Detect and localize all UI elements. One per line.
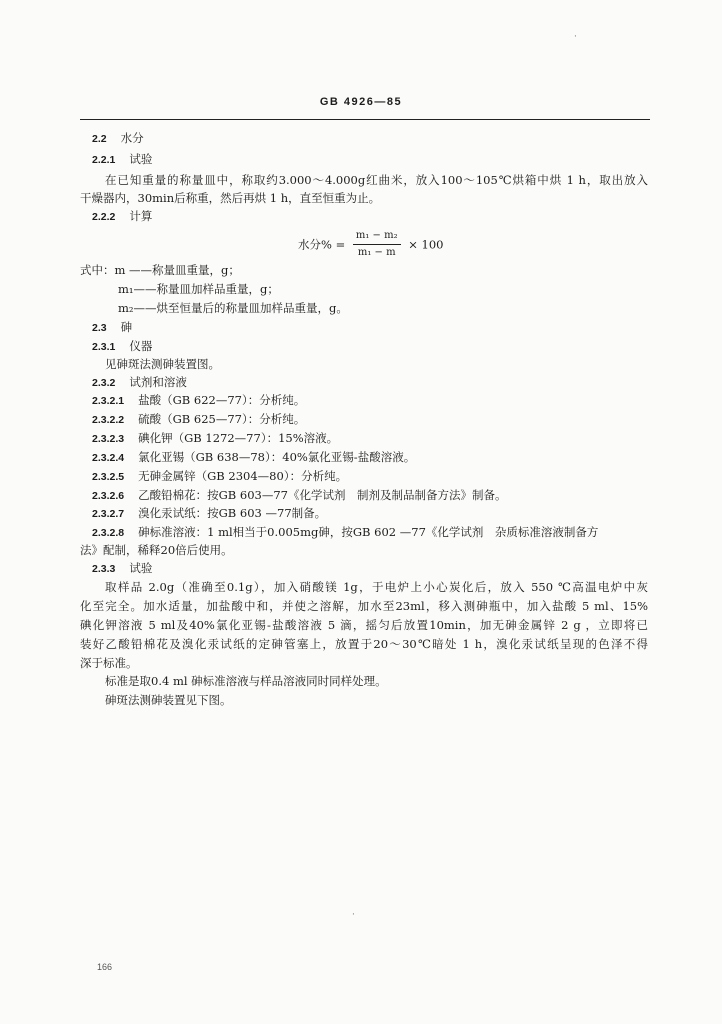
- reagent-number: 2.3.2.1: [92, 395, 125, 407]
- section-2-3-heading: [92, 320, 132, 335]
- paragraph-line: 化至完全。加水适量，加盐酸中和，并使之溶解，加水至23ml，移入测砷瓶中，加入盐酸 5 ml、15%: [80, 599, 648, 613]
- formula-denominator: m₁ − m: [357, 247, 396, 258]
- reagent-number: 2.3.2.5: [92, 471, 125, 483]
- paragraph-line: 砷斑法测砷装置见下图。: [105, 693, 232, 707]
- reagent-text: 溴化汞试纸：按GB 603 —77制备。: [138, 506, 327, 520]
- section-title: 仪器: [129, 339, 153, 353]
- paragraph-line: 装好乙酸铅棉花及溴化汞试纸的定砷管塞上，放置于20～30℃暗处 1 h，溴化汞试纸呈现的色泽不得: [80, 637, 648, 651]
- section-number: 2.2.1: [92, 154, 116, 166]
- reagent-number: 2.3.2.2: [92, 414, 125, 426]
- reagent-item: [92, 506, 326, 521]
- reagent-item: [92, 525, 598, 540]
- standard-number-header: GB 4926—85: [319, 96, 403, 108]
- section-title: 计算: [129, 209, 153, 223]
- section-title: 砷: [120, 320, 133, 334]
- reagent-text: 硫酸（GB 625—77）：分析纯。: [138, 412, 306, 426]
- section-2-2-heading: [92, 131, 144, 146]
- reagent-item: [92, 393, 305, 408]
- reagent-text: 盐酸（GB 622—77）：分析纯。: [138, 393, 306, 407]
- reagent-item: [92, 412, 305, 427]
- paragraph-line: 标准是取0.4 ml 砷标准溶液与样品溶液同时同样处理。: [105, 674, 387, 688]
- paragraph-line: 干燥器内，30min后称重，然后再烘 1 h，直至恒重为止。: [80, 191, 381, 205]
- section-2-3-1-heading: [92, 339, 152, 354]
- reagent-item: [92, 488, 507, 503]
- reagent-text: 乙酸铅棉花：按GB 603—77《化学试剂 制剂及制品制备方法》制备。: [138, 488, 507, 502]
- reagent-number: 2.3.2.4: [92, 452, 125, 464]
- reagent-item: [92, 450, 415, 465]
- reagent-number: 2.3.2.8: [92, 527, 125, 539]
- scan-speck: ·: [352, 910, 355, 920]
- section-2-3-2-heading: [92, 375, 187, 390]
- paragraph-line: 法》配制，稀释20倍后使用。: [80, 543, 233, 557]
- where-line-m2: m₂——烘至恒量后的称量皿加样品重量，g。: [118, 301, 348, 315]
- reagent-text: 砷标准溶液：1 ml相当于0.005mg砷，按GB 602 —77《化学试剂 杂质标准溶液制备方: [138, 525, 599, 539]
- section-number: 2.2.2: [92, 211, 116, 223]
- scan-speck: ·: [574, 32, 577, 42]
- reagent-number: 2.3.2.6: [92, 490, 125, 502]
- section-title: 试验: [129, 152, 153, 166]
- section-number: 2.3.3: [92, 563, 116, 575]
- paragraph-line: 在已知重量的称量皿中，称取约3.000～4.000g红曲米，放入100～105℃烘箱中烘 1 h，取出放入: [105, 173, 648, 187]
- paragraph-line: 见砷斑法测砷装置图。: [105, 357, 220, 371]
- page-number: 166: [97, 962, 113, 972]
- section-number: 2.3.1: [92, 341, 116, 353]
- where-line-m1: m₁——称量皿加样品重量，g；: [118, 282, 279, 296]
- section-number: 2.2: [92, 133, 107, 145]
- reagent-text: 无砷金属锌（GB 2304—80）：分析纯。: [138, 469, 348, 483]
- paragraph-line: 取样品 2.0g（准确至0.1g），加入硝酸镁 1g，于电炉上小心炭化后，放入 550 ℃高温电炉中灰: [105, 580, 648, 594]
- reagent-item: [92, 431, 338, 446]
- formula-rhs: × 100: [408, 237, 444, 252]
- formula-fraction: [353, 229, 401, 260]
- header-rule: [80, 119, 650, 120]
- formula-lhs: 水分% =: [298, 237, 346, 252]
- reagent-item: [92, 469, 347, 484]
- paragraph-line: 深于标准。: [80, 656, 138, 670]
- paragraph-line: 碘化钾溶液 5 ml及40%氯化亚锡-盐酸溶液 5 滴，摇匀后放置10min，加无砷金属锌 2 g ，立即将已: [80, 618, 648, 632]
- reagent-number: 2.3.2.3: [92, 433, 125, 445]
- where-line-m: [80, 263, 240, 277]
- reagent-number: 2.3.2.7: [92, 508, 125, 520]
- where-intro: 式中：: [80, 263, 115, 277]
- section-title: 试验: [129, 561, 153, 575]
- section-number: 2.3.2: [92, 377, 116, 389]
- section-2-2-2-heading: [92, 209, 152, 224]
- section-title: 水分: [120, 131, 144, 145]
- reagent-text: 氯化亚锡（GB 638—78）：40%氯化亚锡-盐酸溶液。: [138, 450, 416, 464]
- moisture-formula: [298, 229, 444, 260]
- section-number: 2.3: [92, 322, 107, 334]
- reagent-text: 碘化钾（GB 1272—77）：15%溶液。: [138, 431, 339, 445]
- section-2-2-1-heading: [92, 152, 152, 167]
- where-m: m ——称量皿重量，g；: [114, 263, 240, 277]
- section-title: 试剂和溶液: [129, 375, 187, 389]
- formula-numerator: m₁ − m₂: [353, 229, 401, 245]
- section-2-3-3-heading: [92, 561, 152, 576]
